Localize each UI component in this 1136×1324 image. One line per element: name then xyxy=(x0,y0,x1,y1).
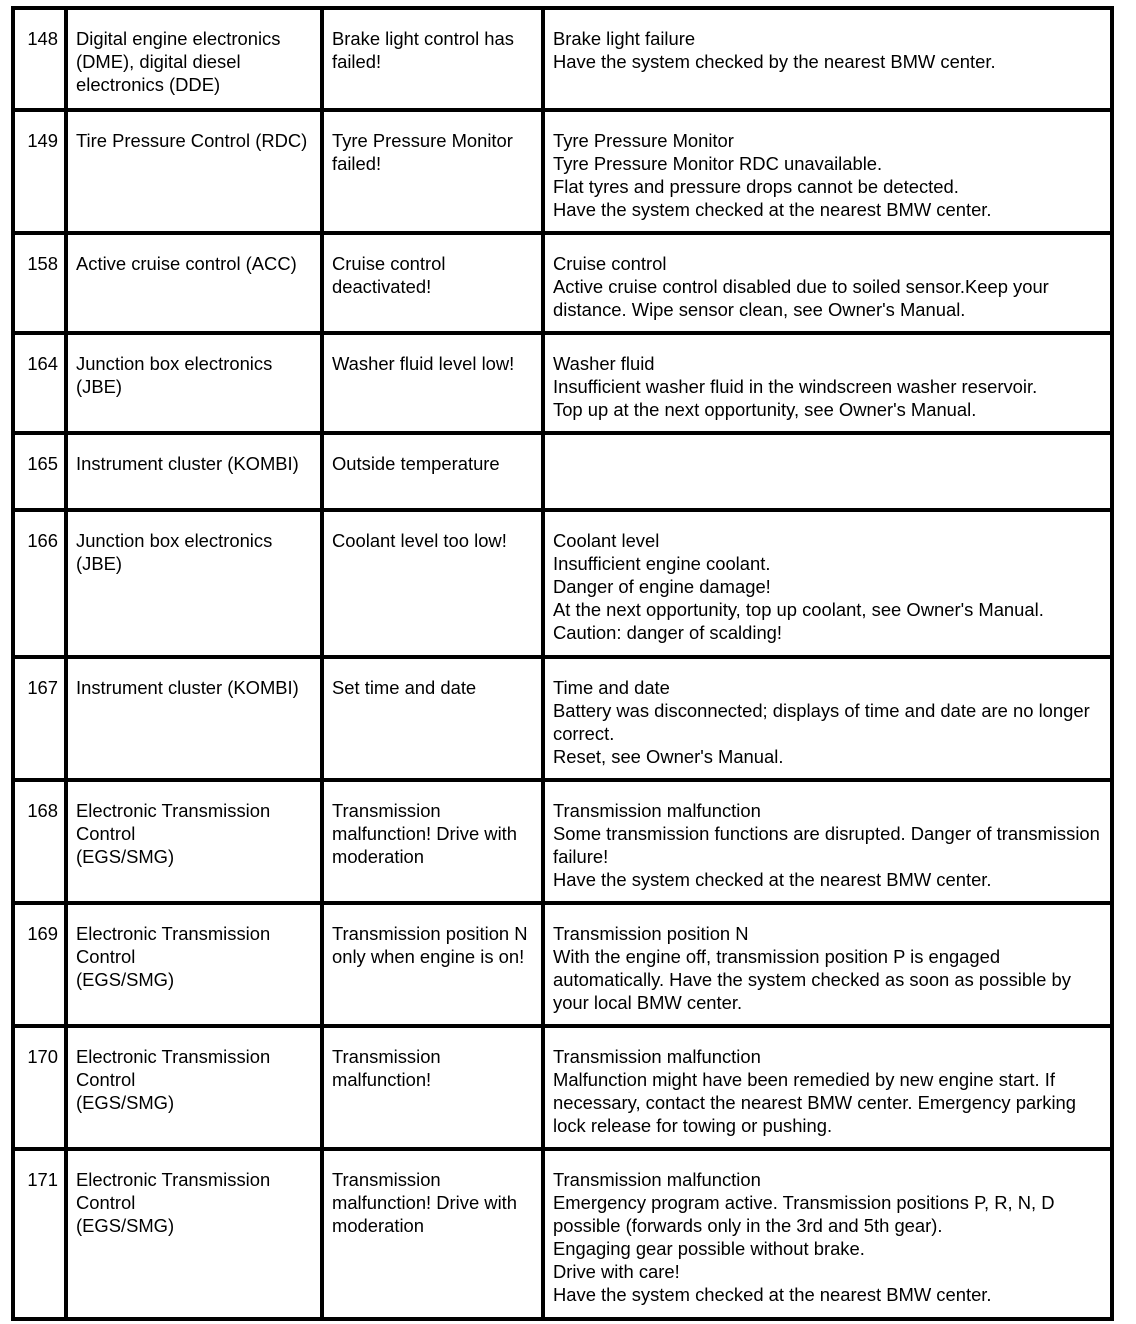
code-cell: 169 xyxy=(13,903,66,1026)
control-unit-cell: Active cruise control (ACC) xyxy=(66,233,322,333)
control-unit-cell: Junction box electronics (JBE) xyxy=(66,333,322,433)
table-row xyxy=(13,433,1112,510)
code-cell: 158 xyxy=(13,233,66,333)
description-cell xyxy=(543,433,1112,510)
table-row xyxy=(13,333,1112,433)
table-row xyxy=(13,657,1112,780)
description-cell: Tyre Pressure Monitor Tyre Pressure Monitor RDC unavailable. Flat tyres and pressure drops cannot be detected. Have the system checked at the nearest BMW center. xyxy=(543,110,1112,233)
code-cell: 166 xyxy=(13,510,66,657)
message-cell: Transmission position N only when engine is on! xyxy=(322,903,543,1026)
code-cell: 167 xyxy=(13,657,66,780)
table-row xyxy=(13,1026,1112,1149)
table-row xyxy=(13,510,1112,657)
control-unit-cell: Tire Pressure Control (RDC) xyxy=(66,110,322,233)
message-cell: Cruise control deactivated! xyxy=(322,233,543,333)
table-row xyxy=(13,233,1112,333)
control-unit-cell: Instrument cluster (KOMBI) xyxy=(66,657,322,780)
description-cell: Time and date Battery was disconnected; displays of time and date are no longer correct. Reset, see Owner's Manual. xyxy=(543,657,1112,780)
code-cell: 149 xyxy=(13,110,66,233)
message-cell: Set time and date xyxy=(322,657,543,780)
message-cell: Transmission malfunction! Drive with moderation xyxy=(322,1149,543,1319)
message-cell: Brake light control has failed! xyxy=(322,8,543,110)
table-row xyxy=(13,903,1112,1026)
message-cell: Washer fluid level low! xyxy=(322,333,543,433)
check-control-table xyxy=(11,6,1114,1321)
code-cell: 165 xyxy=(13,433,66,510)
control-unit-cell: Junction box electronics (JBE) xyxy=(66,510,322,657)
table-row xyxy=(13,1149,1112,1319)
control-unit-cell: Electronic Transmission Control (EGS/SMG) xyxy=(66,903,322,1026)
description-cell: Transmission position N With the engine off, transmission position P is engaged automatically. Have the system checked as soon as possible by your local BMW center. xyxy=(543,903,1112,1026)
message-cell: Coolant level too low! xyxy=(322,510,543,657)
control-unit-cell: Instrument cluster (KOMBI) xyxy=(66,433,322,510)
code-cell: 148 xyxy=(13,8,66,110)
description-cell: Transmission malfunction Malfunction might have been remedied by new engine start. If necessary, contact the nearest BMW center. Emergency parking lock release for towing or pushing. xyxy=(543,1026,1112,1149)
description-cell: Transmission malfunction Emergency program active. Transmission positions P, R, N, D possible (forwards only in the 3rd and 5th gear). Engaging gear possible without brake. Drive with care! Have the system checked at the nearest BMW center. xyxy=(543,1149,1112,1319)
code-cell: 168 xyxy=(13,780,66,903)
description-cell: Coolant level Insufficient engine coolant. Danger of engine damage! At the next opportunity, top up coolant, see Owner's Manual. Caution: danger of scalding! xyxy=(543,510,1112,657)
control-unit-cell: Electronic Transmission Control (EGS/SMG) xyxy=(66,1149,322,1319)
control-unit-cell: Electronic Transmission Control (EGS/SMG) xyxy=(66,1026,322,1149)
control-unit-cell: Digital engine electronics (DME), digital diesel electronics (DDE) xyxy=(66,8,322,110)
message-cell: Outside temperature xyxy=(322,433,543,510)
table-row xyxy=(13,780,1112,903)
description-cell: Transmission malfunction Some transmission functions are disrupted. Danger of transmission failure! Have the system checked at the nearest BMW center. xyxy=(543,780,1112,903)
table-row xyxy=(13,110,1112,233)
control-unit-cell: Electronic Transmission Control (EGS/SMG) xyxy=(66,780,322,903)
description-cell: Washer fluid Insufficient washer fluid in the windscreen washer reservoir. Top up at the next opportunity, see Owner's Manual. xyxy=(543,333,1112,433)
code-cell: 164 xyxy=(13,333,66,433)
code-cell: 171 xyxy=(13,1149,66,1319)
code-cell: 170 xyxy=(13,1026,66,1149)
message-cell: Transmission malfunction! xyxy=(322,1026,543,1149)
description-cell: Cruise control Active cruise control disabled due to soiled sensor.Keep your distance. Wipe sensor clean, see Owner's Manual. xyxy=(543,233,1112,333)
message-cell: Transmission malfunction! Drive with moderation xyxy=(322,780,543,903)
table-body xyxy=(13,8,1112,1319)
table-row xyxy=(13,8,1112,110)
message-cell: Tyre Pressure Monitor failed! xyxy=(322,110,543,233)
description-cell: Brake light failure Have the system checked by the nearest BMW center. xyxy=(543,8,1112,110)
